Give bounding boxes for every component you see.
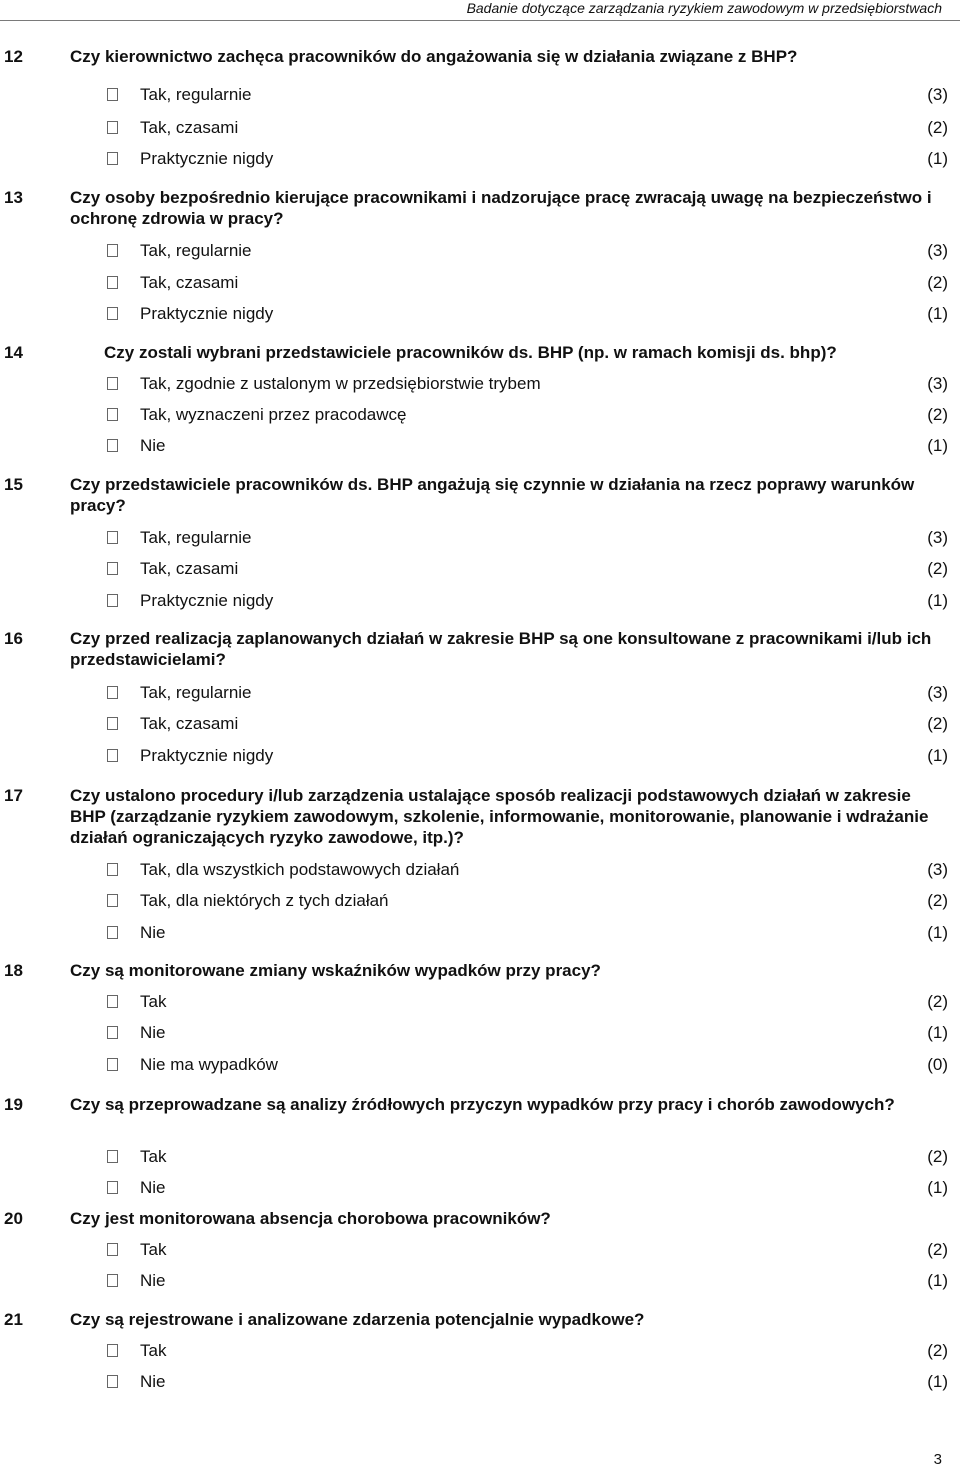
answer-label: Tak, regularnie bbox=[140, 528, 252, 547]
answer-option[interactable] bbox=[0, 922, 960, 943]
answer-option[interactable] bbox=[0, 148, 960, 169]
answer-score: (2) bbox=[927, 1147, 948, 1166]
answer-label: Tak bbox=[140, 1341, 167, 1360]
answer-label: Nie bbox=[140, 1023, 166, 1042]
question-number: 13 bbox=[4, 188, 23, 207]
answer-label: Praktycznie nigdy bbox=[140, 304, 274, 323]
answer-label: Tak, dla wszystkich podstawowych działań bbox=[140, 860, 460, 879]
question-text: Czy osoby bezpośrednio kierujące pracownikami i nadzorujące pracę zwracają uwagę na bezpieczeństwo i ochronę zdrowia w pracy? bbox=[70, 188, 932, 228]
page-number: 3 bbox=[933, 1451, 942, 1468]
checkbox[interactable] bbox=[107, 1058, 118, 1071]
question-text: Czy przed realizacją zaplanowanych działań w zakresie BHP są one konsultowane z pracownikami i/lub ich przedstawicielami? bbox=[70, 629, 932, 669]
answer-label: Nie bbox=[140, 1178, 166, 1197]
answer-label: Tak, regularnie bbox=[140, 85, 252, 104]
answer-option[interactable] bbox=[0, 1054, 960, 1075]
header-rule bbox=[0, 20, 960, 21]
question-number: 16 bbox=[4, 629, 23, 648]
answer-option[interactable] bbox=[0, 682, 960, 703]
checkbox[interactable] bbox=[107, 562, 118, 575]
checkbox[interactable] bbox=[107, 439, 118, 452]
checkbox[interactable] bbox=[107, 121, 118, 134]
answer-label: Tak, regularnie bbox=[140, 241, 252, 260]
answer-label: Nie bbox=[140, 1372, 166, 1391]
checkbox[interactable] bbox=[107, 926, 118, 939]
checkbox[interactable] bbox=[107, 995, 118, 1008]
answer-option[interactable] bbox=[0, 991, 960, 1012]
answer-option[interactable] bbox=[0, 745, 960, 766]
question-text: Czy są rejestrowane i analizowane zdarzenia potencjalnie wypadkowe? bbox=[70, 1310, 645, 1329]
checkbox[interactable] bbox=[107, 377, 118, 390]
answer-score: (2) bbox=[927, 891, 948, 910]
answer-option[interactable] bbox=[0, 373, 960, 394]
answer-score: (1) bbox=[927, 923, 948, 942]
answer-option[interactable] bbox=[0, 558, 960, 579]
answer-label: Tak, czasami bbox=[140, 714, 239, 733]
checkbox[interactable] bbox=[107, 88, 118, 101]
answer-option[interactable] bbox=[0, 527, 960, 548]
answer-label: Nie bbox=[140, 436, 166, 455]
answer-option[interactable] bbox=[0, 713, 960, 734]
answer-label: Tak bbox=[140, 1147, 167, 1166]
checkbox[interactable] bbox=[107, 894, 118, 907]
checkbox[interactable] bbox=[107, 531, 118, 544]
answer-label: Tak, regularnie bbox=[140, 683, 252, 702]
answer-option[interactable] bbox=[0, 590, 960, 611]
answer-option[interactable] bbox=[0, 84, 960, 105]
answer-label: Nie ma wypadków bbox=[140, 1055, 278, 1074]
answer-score: (1) bbox=[927, 436, 948, 455]
answer-score: (1) bbox=[927, 591, 948, 610]
question-number: 19 bbox=[4, 1095, 23, 1114]
checkbox[interactable] bbox=[107, 276, 118, 289]
answer-score: (1) bbox=[927, 304, 948, 323]
answer-score: (0) bbox=[927, 1055, 948, 1074]
answer-score: (1) bbox=[927, 1372, 948, 1391]
answer-option[interactable] bbox=[0, 1022, 960, 1043]
question-number: 15 bbox=[4, 475, 23, 494]
answer-score: (1) bbox=[927, 1178, 948, 1197]
answer-option[interactable] bbox=[0, 117, 960, 138]
question-number: 12 bbox=[4, 47, 23, 66]
checkbox[interactable] bbox=[107, 1026, 118, 1039]
answer-option[interactable] bbox=[0, 1239, 960, 1260]
answer-label: Tak bbox=[140, 1240, 167, 1259]
answer-label: Tak, czasami bbox=[140, 559, 239, 578]
checkbox[interactable] bbox=[107, 1274, 118, 1287]
answer-label: Tak, dla niektórych z tych działań bbox=[140, 891, 389, 910]
answer-option[interactable] bbox=[0, 1177, 960, 1198]
answer-score: (2) bbox=[927, 992, 948, 1011]
answer-option[interactable] bbox=[0, 435, 960, 456]
answer-option[interactable] bbox=[0, 1371, 960, 1392]
answer-option[interactable] bbox=[0, 859, 960, 880]
checkbox[interactable] bbox=[107, 863, 118, 876]
answer-option[interactable] bbox=[0, 404, 960, 425]
running-header: Badanie dotyczące zarządzania ryzykiem zawodowym w przedsiębiorstwach bbox=[466, 0, 942, 16]
answer-score: (1) bbox=[927, 1023, 948, 1042]
answer-label: Praktycznie nigdy bbox=[140, 746, 274, 765]
answer-score: (2) bbox=[927, 559, 948, 578]
answer-label: Tak, czasami bbox=[140, 273, 239, 292]
question-text: Czy kierownictwo zachęca pracowników do angażowania się w działania związane z BHP? bbox=[70, 47, 798, 66]
answer-score: (3) bbox=[927, 85, 948, 104]
answer-score: (1) bbox=[927, 1271, 948, 1290]
question-number: 20 bbox=[4, 1209, 23, 1228]
answer-score: (3) bbox=[927, 860, 948, 879]
checkbox[interactable] bbox=[107, 1344, 118, 1357]
answer-score: (1) bbox=[927, 149, 948, 168]
answer-score: (2) bbox=[927, 118, 948, 137]
answer-label: Nie bbox=[140, 923, 166, 942]
answer-label: Tak, wyznaczeni przez pracodawcę bbox=[140, 405, 407, 424]
checkbox[interactable] bbox=[107, 686, 118, 699]
checkbox[interactable] bbox=[107, 1375, 118, 1388]
question-number: 14 bbox=[4, 343, 23, 362]
answer-score: (2) bbox=[927, 1341, 948, 1360]
question-text: Czy są przeprowadzane są analizy źródłowych przyczyn wypadków przy pracy i chorób zawodowych? bbox=[70, 1095, 895, 1114]
question-text: Czy jest monitorowana absencja chorobowa pracowników? bbox=[70, 1209, 551, 1228]
checkbox[interactable] bbox=[107, 408, 118, 421]
answer-score: (2) bbox=[927, 405, 948, 424]
answer-option[interactable] bbox=[0, 1270, 960, 1291]
question-text: Czy ustalono procedury i/lub zarządzenia ustalające sposób realizacji podstawowych działań w zakresie BHP (zarządzanie ryzykiem zawodowym, szkolenie, informowanie, monitorowanie, planowanie i wdrażanie działań ograniczających ryzyko zawodowe, itp.)? bbox=[70, 786, 929, 847]
answer-option[interactable] bbox=[0, 1146, 960, 1167]
checkbox[interactable] bbox=[107, 152, 118, 165]
answer-label: Tak bbox=[140, 992, 167, 1011]
question-number: 18 bbox=[4, 961, 23, 980]
answer-score: (3) bbox=[927, 241, 948, 260]
answer-score: (1) bbox=[927, 746, 948, 765]
answer-label: Tak, czasami bbox=[140, 118, 239, 137]
checkbox[interactable] bbox=[107, 717, 118, 730]
checkbox[interactable] bbox=[107, 1150, 118, 1163]
checkbox[interactable] bbox=[107, 1243, 118, 1256]
checkbox[interactable] bbox=[107, 244, 118, 257]
answer-score: (2) bbox=[927, 714, 948, 733]
answer-score: (2) bbox=[927, 273, 948, 292]
answer-option[interactable] bbox=[0, 303, 960, 324]
answer-option[interactable] bbox=[0, 240, 960, 261]
answer-option[interactable] bbox=[0, 1340, 960, 1361]
answer-label: Tak, zgodnie z ustalonym w przedsiębiorstwie trybem bbox=[140, 374, 541, 393]
question-text: Czy są monitorowane zmiany wskaźników wypadków przy pracy? bbox=[70, 961, 601, 980]
question-text: Czy zostali wybrani przedstawiciele pracowników ds. BHP (np. w ramach komisji ds. bhp)? bbox=[104, 343, 837, 362]
answer-score: (3) bbox=[927, 528, 948, 547]
answer-option[interactable] bbox=[0, 272, 960, 293]
checkbox[interactable] bbox=[107, 594, 118, 607]
answer-option[interactable] bbox=[0, 890, 960, 911]
answer-label: Nie bbox=[140, 1271, 166, 1290]
checkbox[interactable] bbox=[107, 307, 118, 320]
answer-score: (3) bbox=[927, 374, 948, 393]
checkbox[interactable] bbox=[107, 1181, 118, 1194]
checkbox[interactable] bbox=[107, 749, 118, 762]
answer-label: Praktycznie nigdy bbox=[140, 149, 274, 168]
question-text: Czy przedstawiciele pracowników ds. BHP angażują się czynnie w działania na rzecz poprawy warunków pracy? bbox=[70, 475, 915, 515]
answer-label: Praktycznie nigdy bbox=[140, 591, 274, 610]
answer-score: (2) bbox=[927, 1240, 948, 1259]
question-number: 21 bbox=[4, 1310, 23, 1329]
question-number: 17 bbox=[4, 786, 23, 805]
answer-score: (3) bbox=[927, 683, 948, 702]
